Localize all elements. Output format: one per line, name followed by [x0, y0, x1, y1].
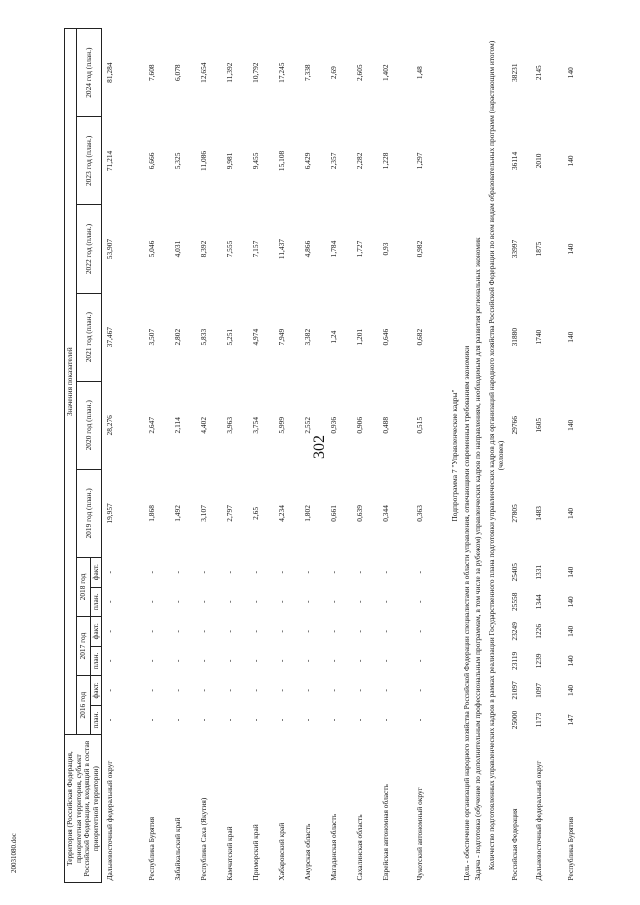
value-cell: 5,999: [276, 416, 286, 434]
value-cell: 4,866: [302, 240, 312, 258]
value-cell: 53,907: [105, 238, 115, 260]
value-cell: 11,086: [198, 150, 208, 171]
value-cell: 1097: [534, 683, 544, 698]
value-cell: 140: [566, 625, 576, 637]
plan-year-header: 2023 год (план.): [76, 117, 102, 205]
value-cell: 3,963: [224, 416, 234, 434]
value-cell: 7,157: [250, 240, 260, 258]
year-header: 2017 год: [76, 617, 90, 676]
territory-name: Дальневосточный федеральный округ: [534, 760, 544, 881]
value-cell: 2,282: [354, 152, 364, 170]
value-cell: 2145: [534, 65, 544, 81]
value-cell: -: [198, 718, 208, 722]
value-cell: 2,65: [250, 506, 260, 520]
value-cell: -: [302, 689, 312, 692]
value-cell: 140: [566, 684, 576, 696]
value-cell: -: [276, 718, 286, 722]
value-cell: 71,214: [105, 150, 115, 172]
plan-year-header: 2021 год (план.): [76, 293, 102, 381]
value-cell: 0,646: [380, 328, 390, 346]
value-cell: 0,488: [380, 416, 390, 434]
personnel-rows: [507, 29, 587, 883]
rotated-table-page: [64, 28, 619, 883]
value-cell: -: [198, 659, 208, 663]
value-cell: 11,392: [224, 62, 234, 83]
value-cell: -: [414, 718, 424, 722]
value-cell: 0,982: [414, 240, 424, 258]
task-text: Задача - подготовка (обучение по дополнительным профессиональным программам, в том числе за рубежом) управленческих кадров по направлениям, необходимым для развития региональных экономик: [472, 237, 482, 881]
value-cell: -: [276, 600, 286, 604]
value-cell: 7,555: [224, 240, 234, 258]
value-cell: 4,402: [198, 416, 208, 434]
table-row: [274, 29, 300, 883]
value-cell: 2,647: [146, 416, 156, 434]
value-cell: 0,93: [380, 242, 390, 256]
value-cell: -: [198, 689, 208, 692]
value-cell: -: [250, 659, 260, 663]
table-row: [300, 29, 326, 883]
value-cell: 1,868: [146, 505, 156, 522]
value-cell: 140: [566, 155, 576, 167]
value-cell: 1,297: [414, 152, 424, 170]
goal-text: Цель - обеспечение организаций народного хозяйства Российской Федерации специалистами в области управления, отвечающими современным требованиям экономики: [462, 345, 472, 881]
value-cell: 2,797: [224, 505, 234, 522]
value-cell: 140: [566, 331, 576, 343]
value-cell: 3,507: [146, 328, 156, 346]
value-cell: -: [354, 659, 364, 663]
value-cell: 1,802: [302, 505, 312, 522]
value-cell: 12,654: [198, 62, 208, 83]
territory-name: Магаданская область: [328, 813, 338, 881]
value-cell: -: [328, 600, 338, 604]
value-cell: -: [302, 659, 312, 663]
value-cell: 0,639: [354, 505, 364, 522]
value-cell: -: [250, 600, 260, 604]
value-cell: 1483: [534, 506, 544, 521]
value-cell: 1239: [534, 653, 544, 669]
value-cell: -: [224, 600, 234, 604]
value-cell: 140: [566, 596, 576, 608]
table-row: [102, 29, 144, 883]
value-cell: -: [105, 571, 115, 574]
value-cell: 140: [566, 67, 576, 79]
value-cell: -: [302, 630, 312, 633]
value-cell: 140: [566, 655, 576, 667]
indicator-rows: [102, 29, 446, 883]
value-cell: -: [146, 659, 156, 663]
territory-name: Приморский край: [250, 824, 260, 881]
value-cell: -: [146, 571, 156, 574]
table-row: [507, 29, 531, 883]
value-cell: -: [146, 630, 156, 633]
value-cell: 25405: [510, 563, 520, 582]
year-header: 2016 год: [76, 676, 90, 735]
value-cell: 15,108: [276, 150, 286, 172]
value-cell: 3,754: [250, 416, 260, 434]
value-cell: 21097: [510, 681, 520, 700]
value-cell: 4,031: [172, 240, 182, 258]
value-cell: 19,957: [105, 503, 115, 524]
plan-year-header: 2019 год (план.): [76, 469, 102, 557]
value-cell: 2,802: [172, 328, 182, 346]
value-cell: -: [224, 689, 234, 692]
value-cell: 2,605: [354, 64, 364, 81]
fact-subheader: факт.: [90, 557, 102, 587]
value-cell: 28,276: [105, 415, 115, 436]
value-cell: -: [414, 600, 424, 604]
value-cell: -: [198, 630, 208, 633]
value-cell: -: [302, 571, 312, 574]
fact-subheader: факт.: [90, 617, 102, 647]
value-cell: 0,906: [354, 416, 364, 434]
value-cell: -: [105, 600, 115, 604]
value-cell: 0,515: [414, 416, 424, 434]
value-cell: 36114: [510, 151, 520, 171]
value-cell: 1,784: [328, 240, 338, 258]
value-cell: 2010: [534, 153, 544, 169]
value-cell: -: [276, 571, 286, 574]
value-cell: 4,234: [276, 505, 286, 522]
value-cell: 140: [566, 507, 576, 519]
value-cell: -: [354, 718, 364, 722]
value-cell: 6,429: [302, 152, 312, 170]
table-row: [352, 29, 378, 883]
territory-name: Амурская область: [302, 823, 312, 881]
territory-name: Чукотский автономный округ: [414, 787, 424, 881]
value-cell: 1,201: [354, 328, 364, 346]
value-cell: -: [172, 659, 182, 663]
value-cell: 23249: [510, 622, 520, 641]
value-cell: -: [146, 600, 156, 604]
value-cell: -: [105, 659, 115, 663]
value-cell: -: [250, 689, 260, 692]
territory-name: Республика Саха (Якутия): [198, 797, 208, 881]
plan-year-header: 2024 год (план.): [76, 29, 102, 117]
value-cell: 1605: [534, 417, 544, 433]
value-cell: 5,251: [224, 328, 234, 346]
value-cell: -: [354, 689, 364, 692]
value-cell: -: [380, 689, 390, 692]
territory-name: Республика Бурятия: [146, 816, 156, 881]
value-cell: -: [276, 689, 286, 692]
value-cell: 1,228: [380, 152, 390, 170]
value-cell: -: [414, 571, 424, 574]
territory-name: Сахалинская область: [354, 814, 364, 881]
value-cell: 29766: [510, 416, 520, 435]
table-row: [563, 29, 587, 883]
value-cell: -: [328, 659, 338, 663]
value-cell: -: [414, 630, 424, 633]
value-cell: 9,455: [250, 152, 260, 170]
plan-subheader: план.: [90, 646, 102, 676]
plan-year-header: 2022 год (план.): [76, 205, 102, 293]
value-cell: -: [328, 630, 338, 633]
value-cell: -: [172, 689, 182, 692]
value-cell: 140: [566, 566, 576, 578]
value-cell: 2,357: [328, 152, 338, 170]
value-cell: -: [250, 630, 260, 633]
value-cell: -: [354, 571, 364, 574]
value-cell: -: [198, 571, 208, 574]
value-cell: 1875: [534, 241, 544, 257]
value-cell: -: [250, 571, 260, 574]
value-cell: -: [380, 659, 390, 663]
value-cell: 0,936: [328, 416, 338, 434]
value-cell: 1331: [534, 564, 544, 580]
value-cell: 7,338: [302, 64, 312, 81]
value-cell: 6,666: [146, 152, 156, 170]
value-cell: 147: [566, 714, 576, 726]
table-row: [248, 29, 274, 883]
values-title: Значения показателей: [65, 29, 77, 735]
value-cell: 38231: [510, 63, 520, 82]
page-number: 302: [311, 435, 328, 459]
value-cell: 5,833: [198, 328, 208, 346]
value-cell: -: [172, 600, 182, 604]
value-cell: 1,727: [354, 240, 364, 258]
value-cell: 1,492: [172, 505, 182, 522]
value-cell: 25558: [510, 592, 520, 612]
document-id: 20031080.doc: [10, 833, 18, 873]
value-cell: -: [105, 718, 115, 722]
value-cell: 2,114: [172, 417, 182, 434]
value-cell: 81,284: [105, 62, 115, 83]
value-cell: -: [146, 718, 156, 722]
value-cell: -: [146, 689, 156, 692]
value-cell: 2,69: [328, 66, 338, 80]
territory-name: Республика Бурятия: [566, 816, 576, 881]
value-cell: -: [172, 718, 182, 722]
subprogram-title: Подпрограмма 7 "Управленческие кадры": [449, 389, 459, 522]
table-row: [170, 29, 196, 883]
value-cell: -: [380, 571, 390, 574]
value-cell: 1,48: [414, 66, 424, 80]
value-cell: -: [328, 571, 338, 574]
value-cell: 11,437: [276, 239, 286, 260]
value-cell: 5,325: [172, 152, 182, 170]
territory-name: Забайкальский край: [172, 817, 182, 881]
value-cell: 33997: [510, 239, 520, 259]
value-cell: 10,792: [250, 62, 260, 83]
value-cell: 17,245: [276, 62, 286, 83]
value-cell: 37,467: [105, 327, 115, 348]
value-cell: -: [105, 689, 115, 692]
territory-name: Российская Федерация: [510, 808, 520, 881]
value-cell: 140: [566, 243, 576, 255]
value-cell: 27805: [510, 504, 520, 523]
territory-name: Еврейская автономная область: [380, 784, 390, 881]
territory-name: Дальневосточный федеральный округ: [105, 760, 115, 881]
value-cell: 1344: [534, 594, 544, 610]
value-cell: -: [172, 630, 182, 633]
value-cell: -: [354, 600, 364, 604]
value-cell: -: [224, 718, 234, 722]
table-row: [412, 29, 446, 883]
value-cell: 4,974: [250, 328, 260, 346]
territory-column-header: Территория (Российская Федерация, приоритетная территория, субъект Российской Федерации, входящий в состав приоритетной территории): [65, 735, 102, 883]
indicator-title: Количество подготовленных управленческих кадров в рамках реализации Государственного плана подготовки управленческих кадров для организаций народного хозяйства Российской Федерации по всем видам образовательных программ (нарастающим итогом) (человек): [487, 40, 505, 871]
value-cell: -: [302, 600, 312, 604]
value-cell: 8,392: [198, 240, 208, 258]
value-cell: 0,363: [414, 505, 424, 522]
value-cell: 31880: [510, 327, 520, 347]
value-cell: -: [250, 718, 260, 722]
plan-year-header: 2020 год (план.): [76, 381, 102, 469]
value-cell: 1740: [534, 329, 544, 345]
fact-subheader: факт.: [90, 676, 102, 706]
value-cell: -: [380, 600, 390, 604]
table-row: [326, 29, 352, 883]
value-cell: 25000: [510, 710, 520, 730]
value-cell: 6,078: [172, 64, 182, 81]
value-cell: 1,402: [380, 64, 390, 81]
value-cell: -: [414, 689, 424, 692]
value-cell: 1,24: [328, 330, 338, 344]
value-cell: -: [276, 630, 286, 633]
value-cell: 9,981: [224, 152, 234, 170]
value-cell: -: [302, 718, 312, 722]
value-cell: 3,382: [302, 328, 312, 346]
table-row: [144, 29, 170, 883]
value-cell: 2,552: [302, 416, 312, 434]
value-cell: -: [380, 630, 390, 633]
value-cell: 0,344: [380, 505, 390, 522]
indicators-table: [64, 28, 587, 883]
value-cell: -: [224, 659, 234, 663]
value-cell: 23119: [510, 651, 520, 670]
value-cell: 7,608: [146, 64, 156, 81]
value-cell: -: [105, 630, 115, 633]
value-cell: -: [380, 718, 390, 722]
value-cell: -: [276, 659, 286, 663]
value-cell: 1173: [534, 712, 544, 728]
value-cell: 140: [566, 419, 576, 431]
value-cell: -: [328, 718, 338, 722]
value-cell: -: [172, 571, 182, 574]
value-cell: 5,046: [146, 240, 156, 258]
table-row: [196, 29, 222, 883]
plan-subheader: план.: [90, 587, 102, 617]
value-cell: -: [354, 630, 364, 633]
table-row: [378, 29, 412, 883]
value-cell: 7,949: [276, 328, 286, 346]
territory-name: Камчатский край: [224, 826, 234, 881]
value-cell: 3,107: [198, 505, 208, 522]
value-cell: 0,661: [328, 505, 338, 522]
year-header: 2018 год: [76, 557, 90, 616]
value-cell: -: [198, 600, 208, 604]
table-row: [531, 29, 563, 883]
territory-name: Хабаровский край: [276, 822, 286, 881]
value-cell: 0,682: [414, 328, 424, 346]
plan-subheader: план.: [90, 705, 102, 735]
value-cell: -: [224, 571, 234, 574]
value-cell: -: [328, 689, 338, 692]
value-cell: 1226: [534, 623, 544, 639]
value-cell: -: [414, 659, 424, 663]
value-cell: -: [224, 630, 234, 633]
table-row: [222, 29, 248, 883]
